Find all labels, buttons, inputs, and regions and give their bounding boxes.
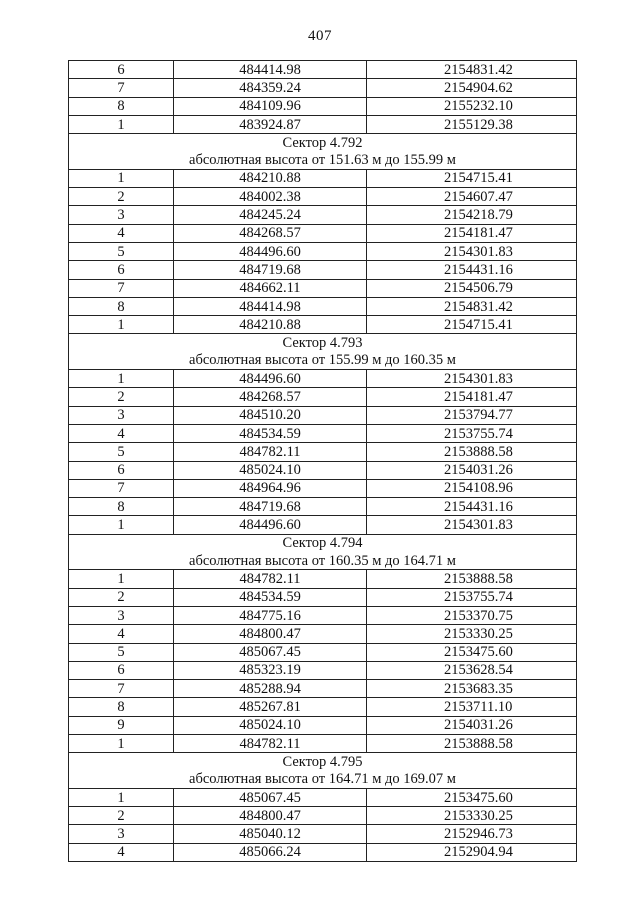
x-coordinate-cell: 484800.47 (174, 807, 367, 825)
table-row (69, 61, 577, 79)
table-row (69, 643, 577, 661)
x-coordinate-cell: 485323.19 (174, 661, 367, 679)
point-number-cell: 8 (69, 97, 174, 115)
table-row (69, 498, 577, 516)
y-coordinate-cell: 2153888.58 (367, 570, 577, 588)
y-coordinate-cell: 2154831.42 (367, 61, 577, 79)
point-number-cell: 7 (69, 279, 174, 297)
sector-altitude-row (69, 352, 577, 370)
x-coordinate-cell: 484782.11 (174, 734, 367, 752)
x-coordinate-cell: 484662.11 (174, 279, 367, 297)
table-row (69, 224, 577, 242)
point-number-cell: 4 (69, 625, 174, 643)
sector-title: Сектор 4.792 (69, 134, 577, 152)
table-row (69, 825, 577, 843)
sector-title-row (69, 334, 577, 352)
y-coordinate-cell: 2154607.47 (367, 188, 577, 206)
table-row (69, 206, 577, 224)
x-coordinate-cell: 484210.88 (174, 316, 367, 334)
y-coordinate-cell: 2154301.83 (367, 516, 577, 534)
point-number-cell: 3 (69, 406, 174, 424)
y-coordinate-cell: 2154181.47 (367, 224, 577, 242)
x-coordinate-cell: 484496.60 (174, 242, 367, 260)
x-coordinate-cell: 484719.68 (174, 261, 367, 279)
point-number-cell: 6 (69, 461, 174, 479)
point-number-cell: 1 (69, 316, 174, 334)
coordinates-table (68, 60, 577, 862)
table-row (69, 388, 577, 406)
point-number-cell: 6 (69, 261, 174, 279)
x-coordinate-cell: 484719.68 (174, 498, 367, 516)
y-coordinate-cell: 2154031.26 (367, 461, 577, 479)
sector-altitude-row (69, 771, 577, 789)
table-row (69, 698, 577, 716)
x-coordinate-cell: 484414.98 (174, 61, 367, 79)
table-row (69, 97, 577, 115)
point-number-cell: 4 (69, 843, 174, 861)
coordinates-table-body (69, 61, 577, 862)
table-row (69, 516, 577, 534)
x-coordinate-cell: 485067.45 (174, 788, 367, 806)
y-coordinate-cell: 2155232.10 (367, 97, 577, 115)
x-coordinate-cell: 484496.60 (174, 516, 367, 534)
y-coordinate-cell: 2154431.16 (367, 261, 577, 279)
table-row (69, 479, 577, 497)
point-number-cell: 7 (69, 680, 174, 698)
sector-altitude: абсолютная высота от 160.35 м до 164.71 м (69, 552, 577, 570)
table-row (69, 661, 577, 679)
table-row (69, 297, 577, 315)
y-coordinate-cell: 2153755.74 (367, 588, 577, 606)
table-row (69, 443, 577, 461)
table-row (69, 115, 577, 133)
table-row (69, 716, 577, 734)
sector-altitude-row (69, 552, 577, 570)
y-coordinate-cell: 2154715.41 (367, 169, 577, 187)
point-number-cell: 2 (69, 588, 174, 606)
y-coordinate-cell: 2153475.60 (367, 788, 577, 806)
x-coordinate-cell: 484534.59 (174, 424, 367, 442)
y-coordinate-cell: 2152946.73 (367, 825, 577, 843)
sector-altitude-row (69, 151, 577, 169)
point-number-cell: 6 (69, 661, 174, 679)
y-coordinate-cell: 2155129.38 (367, 115, 577, 133)
x-coordinate-cell: 484268.57 (174, 388, 367, 406)
x-coordinate-cell: 484800.47 (174, 625, 367, 643)
table-row (69, 461, 577, 479)
table-row (69, 807, 577, 825)
point-number-cell: 3 (69, 606, 174, 624)
x-coordinate-cell: 484414.98 (174, 297, 367, 315)
table-row (69, 261, 577, 279)
point-number-cell: 1 (69, 169, 174, 187)
x-coordinate-cell: 485288.94 (174, 680, 367, 698)
point-number-cell: 2 (69, 807, 174, 825)
sector-altitude: абсолютная высота от 151.63 м до 155.99 м (69, 151, 577, 169)
point-number-cell: 3 (69, 825, 174, 843)
table-row (69, 169, 577, 187)
table-row (69, 316, 577, 334)
point-number-cell: 9 (69, 716, 174, 734)
table-row (69, 279, 577, 297)
point-number-cell: 8 (69, 297, 174, 315)
x-coordinate-cell: 485024.10 (174, 716, 367, 734)
y-coordinate-cell: 2153755.74 (367, 424, 577, 442)
y-coordinate-cell: 2153794.77 (367, 406, 577, 424)
x-coordinate-cell: 484245.24 (174, 206, 367, 224)
sector-title-row (69, 753, 577, 771)
x-coordinate-cell: 484359.24 (174, 79, 367, 97)
y-coordinate-cell: 2152904.94 (367, 843, 577, 861)
sector-title-row (69, 534, 577, 552)
x-coordinate-cell: 485067.45 (174, 643, 367, 661)
x-coordinate-cell: 485066.24 (174, 843, 367, 861)
y-coordinate-cell: 2153711.10 (367, 698, 577, 716)
x-coordinate-cell: 484268.57 (174, 224, 367, 242)
point-number-cell: 1 (69, 516, 174, 534)
y-coordinate-cell: 2153370.75 (367, 606, 577, 624)
y-coordinate-cell: 2154181.47 (367, 388, 577, 406)
sector-title: Сектор 4.794 (69, 534, 577, 552)
y-coordinate-cell: 2153330.25 (367, 807, 577, 825)
point-number-cell: 4 (69, 424, 174, 442)
y-coordinate-cell: 2154904.62 (367, 79, 577, 97)
x-coordinate-cell: 484775.16 (174, 606, 367, 624)
point-number-cell: 4 (69, 224, 174, 242)
x-coordinate-cell: 484964.96 (174, 479, 367, 497)
x-coordinate-cell: 484496.60 (174, 370, 367, 388)
point-number-cell: 2 (69, 388, 174, 406)
x-coordinate-cell: 484109.96 (174, 97, 367, 115)
point-number-cell: 5 (69, 643, 174, 661)
x-coordinate-cell: 484534.59 (174, 588, 367, 606)
y-coordinate-cell: 2153888.58 (367, 734, 577, 752)
table-row (69, 680, 577, 698)
table-row (69, 734, 577, 752)
point-number-cell: 5 (69, 242, 174, 260)
table-row (69, 79, 577, 97)
point-number-cell: 1 (69, 734, 174, 752)
x-coordinate-cell: 484210.88 (174, 169, 367, 187)
table-row (69, 242, 577, 260)
y-coordinate-cell: 2153330.25 (367, 625, 577, 643)
point-number-cell: 2 (69, 188, 174, 206)
y-coordinate-cell: 2153683.35 (367, 680, 577, 698)
x-coordinate-cell: 485267.81 (174, 698, 367, 716)
y-coordinate-cell: 2154831.42 (367, 297, 577, 315)
point-number-cell: 1 (69, 788, 174, 806)
sector-title-row (69, 134, 577, 152)
point-number-cell: 3 (69, 206, 174, 224)
table-row (69, 588, 577, 606)
y-coordinate-cell: 2154301.83 (367, 370, 577, 388)
x-coordinate-cell: 484782.11 (174, 443, 367, 461)
x-coordinate-cell: 484782.11 (174, 570, 367, 588)
point-number-cell: 1 (69, 370, 174, 388)
table-row (69, 606, 577, 624)
x-coordinate-cell: 484002.38 (174, 188, 367, 206)
point-number-cell: 7 (69, 479, 174, 497)
table-row (69, 570, 577, 588)
y-coordinate-cell: 2154431.16 (367, 498, 577, 516)
point-number-cell: 1 (69, 115, 174, 133)
page-number: 407 (308, 28, 332, 44)
table-row (69, 424, 577, 442)
x-coordinate-cell: 485024.10 (174, 461, 367, 479)
y-coordinate-cell: 2154108.96 (367, 479, 577, 497)
sector-altitude: абсолютная высота от 164.71 м до 169.07 м (69, 771, 577, 789)
sector-altitude: абсолютная высота от 155.99 м до 160.35 м (69, 352, 577, 370)
table-row (69, 188, 577, 206)
y-coordinate-cell: 2154031.26 (367, 716, 577, 734)
point-number-cell: 1 (69, 570, 174, 588)
point-number-cell: 7 (69, 79, 174, 97)
table-row (69, 370, 577, 388)
point-number-cell: 8 (69, 498, 174, 516)
x-coordinate-cell: 484510.20 (174, 406, 367, 424)
y-coordinate-cell: 2153628.54 (367, 661, 577, 679)
table-row (69, 843, 577, 861)
sector-title: Сектор 4.795 (69, 753, 577, 771)
point-number-cell: 8 (69, 698, 174, 716)
y-coordinate-cell: 2153888.58 (367, 443, 577, 461)
x-coordinate-cell: 483924.87 (174, 115, 367, 133)
sector-title: Сектор 4.793 (69, 334, 577, 352)
table-row (69, 625, 577, 643)
y-coordinate-cell: 2154301.83 (367, 242, 577, 260)
point-number-cell: 5 (69, 443, 174, 461)
x-coordinate-cell: 485040.12 (174, 825, 367, 843)
y-coordinate-cell: 2154506.79 (367, 279, 577, 297)
table-row (69, 406, 577, 424)
y-coordinate-cell: 2153475.60 (367, 643, 577, 661)
table-row (69, 788, 577, 806)
y-coordinate-cell: 2154715.41 (367, 316, 577, 334)
y-coordinate-cell: 2154218.79 (367, 206, 577, 224)
point-number-cell: 6 (69, 61, 174, 79)
